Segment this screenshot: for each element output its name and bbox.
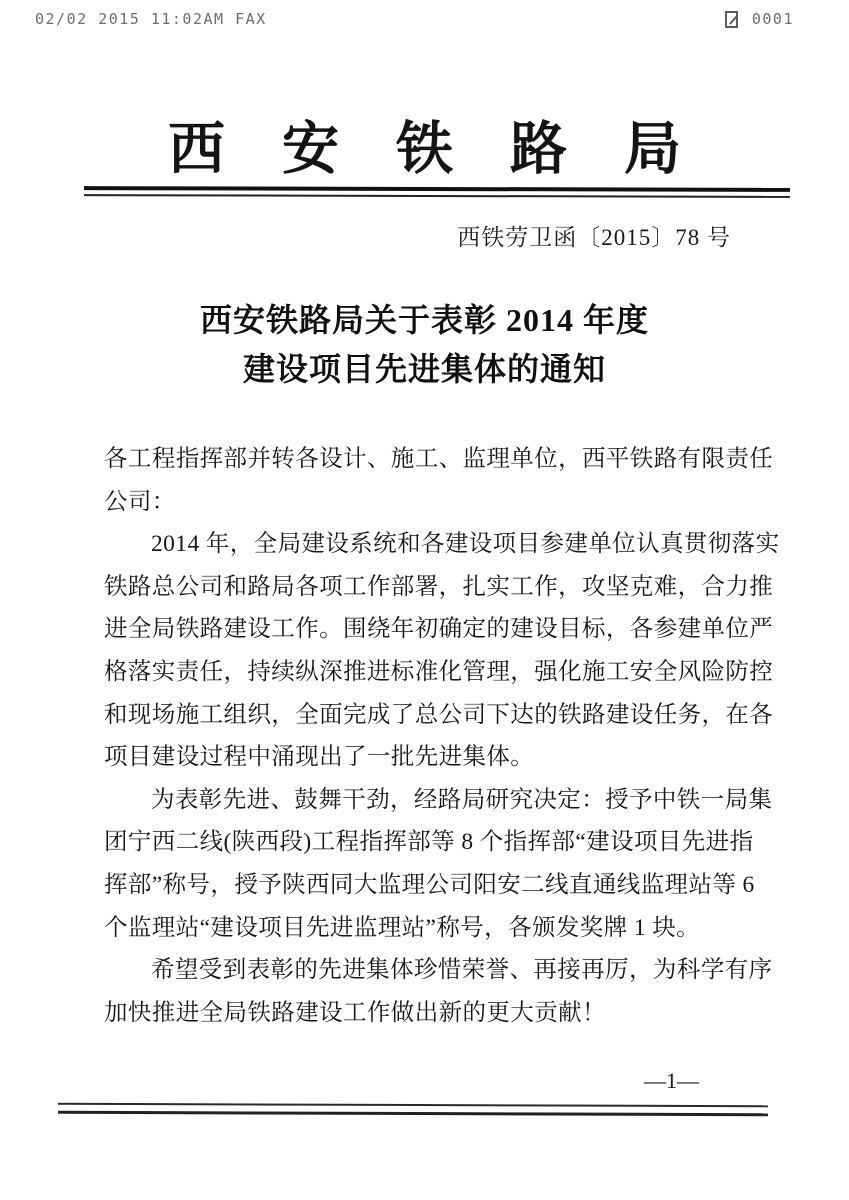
paragraph-line: 为表彰先进、鼓舞干劲，经路局研究决定：授予中铁一局集: [151, 786, 773, 813]
fax-page-icon-slash: [729, 15, 738, 25]
paragraph-line: 挥部”称号，授予陕西同大监理公司阳安二线直通线监理站等 6: [104, 871, 755, 898]
fax-timestamp: 02/02 2015 11:02AM FAX: [35, 10, 267, 28]
letterhead-org-name: 西 安 铁 路 局: [168, 118, 681, 181]
salutation-line: 各工程指挥部并转各设计、施工、监理单位，西平铁路有限责任: [104, 446, 774, 472]
paragraph-line: 希望受到表彰的先进集体珍惜荣誉、再接再厉，为科学有序: [151, 957, 773, 984]
document-body: [104, 438, 780, 1034]
salutation-line: 公司：: [104, 488, 176, 515]
fax-page-counter: 0001: [751, 10, 794, 28]
fax-page-icon: [725, 11, 738, 28]
document-title-line2: 建设项目先进集体的通知: [242, 351, 606, 387]
document-reference-number: 西铁劳卫函〔2015〕78 号: [457, 225, 731, 250]
paragraph-line: 铁路总公司和路局各项工作部署，扎实工作，攻坚克难，合力推: [104, 573, 774, 600]
paragraph-line: 和现场施工组织，全面完成了总公司下达的铁路建设任务，在各: [104, 701, 774, 728]
letterhead-divider-thin: [84, 194, 790, 198]
document-title-line1: 西安铁路局关于表彰 2014 年度: [199, 302, 649, 338]
paragraph-line: 团宁西二线(陕西段)工程指挥部等 8 个指挥部“建设项目先进指: [104, 829, 754, 856]
fax-header: [35, 10, 794, 28]
paragraph-line: 进全局铁路建设工作。围绕年初确定的建设目标，各参建单位严: [104, 616, 774, 643]
paragraph-line: 格落实责任，持续纵深推进标准化管理，强化施工安全风险防控: [104, 658, 774, 685]
paragraph-line: 项目建设过程中涌现出了一批先进集体。: [104, 744, 535, 771]
page-number: —1—: [644, 1068, 699, 1093]
document-title: [0, 296, 849, 394]
footer-divider-top: [58, 1103, 768, 1107]
paragraph-line: 加快推进全局铁路建设工作做出新的更大贡献！: [104, 999, 606, 1026]
paragraph-line: 个监理站“建设项目先进监理站”称号，各颁发奖牌 1 块。: [104, 914, 701, 941]
letterhead-divider-thick: [84, 186, 790, 192]
paragraph-line: 2014 年，全局建设系统和各建设项目参建单位认真贯彻落实: [151, 531, 780, 558]
fax-page-indicator: [725, 10, 794, 28]
footer-divider-bottom: [58, 1111, 768, 1116]
